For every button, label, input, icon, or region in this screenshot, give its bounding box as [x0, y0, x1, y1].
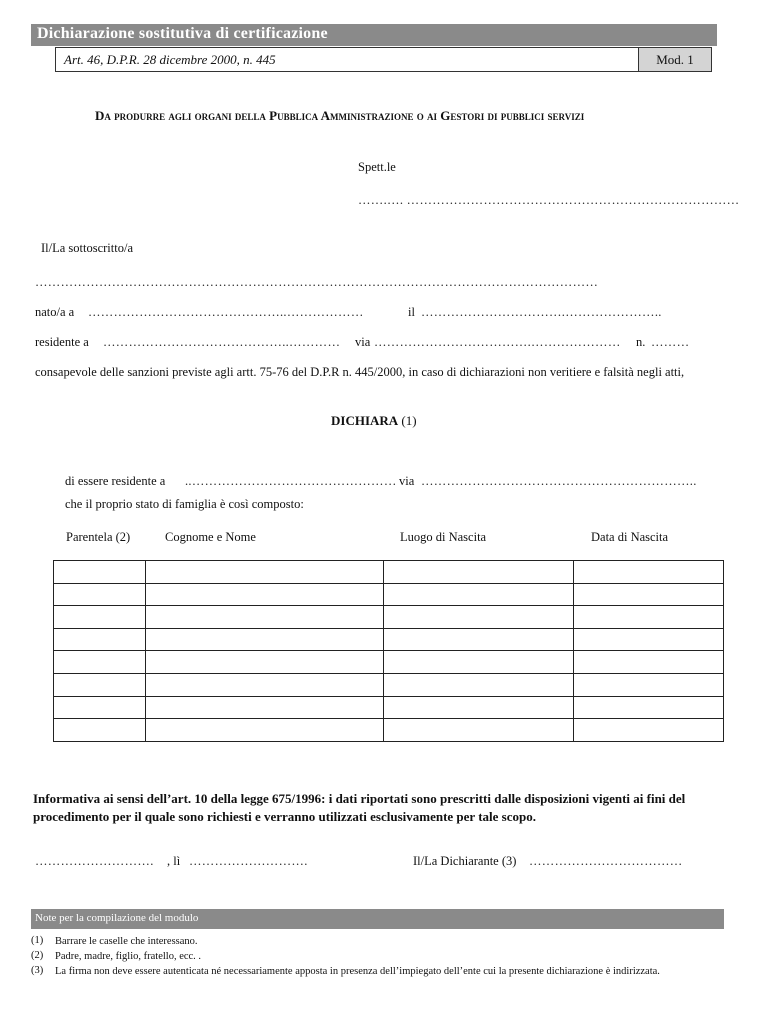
- birthdate-cell[interactable]: [574, 561, 724, 584]
- full-name-cell[interactable]: [145, 606, 383, 629]
- street-field[interactable]: ……………………………….…………………: [374, 335, 621, 349]
- number-label: n.: [636, 335, 646, 349]
- table-row: [54, 583, 724, 606]
- birthdate-field[interactable]: …………………………….…………………..: [421, 305, 662, 319]
- recipient-label: Spett.le: [358, 160, 396, 174]
- birthdate-cell[interactable]: [574, 651, 724, 674]
- title-bar: [31, 24, 717, 46]
- full-name-cell[interactable]: [145, 628, 383, 651]
- privacy-notice: Informativa ai sensi dell’art. 10 della legge 675/1996: i dati riportati sono prescritti dalle disposizioni vigenti ai fini del procedimento per il quale sono richiesti e verranno utilizzati esclusivamente per tale scopo.: [33, 791, 686, 824]
- date-field[interactable]: ……………………….: [189, 854, 308, 868]
- family-intro-text: che il proprio stato di famiglia è così composto:: [65, 497, 304, 511]
- family-table: [53, 560, 724, 742]
- birthplace-cell[interactable]: [383, 628, 574, 651]
- table-row: [54, 561, 724, 584]
- birthplace-cell[interactable]: [383, 651, 574, 674]
- birthplace-cell[interactable]: [383, 561, 574, 584]
- residence-field[interactable]: ……………………………………..…………: [103, 335, 341, 349]
- kinship-cell[interactable]: [54, 696, 146, 719]
- awareness-text: consapevole delle sanzioni previste agli artt. 75-76 del D.P.R n. 445/2000, in caso di dichiarazioni non veritiere e falsità negli atti,: [35, 365, 685, 379]
- declares-note-ref: (1): [401, 413, 417, 428]
- declarant-name-field[interactable]: ……………………………………………………………………………………………………………………: [35, 275, 599, 289]
- note-text: Barrare le caselle che interessano.: [55, 936, 198, 947]
- birthplace-cell[interactable]: [383, 606, 574, 629]
- date-prefix-label: , lì: [167, 854, 181, 868]
- full-name-cell[interactable]: [145, 696, 383, 719]
- birthdate-cell[interactable]: [574, 583, 724, 606]
- birthplace-cell[interactable]: [383, 719, 574, 742]
- declares-heading: [331, 413, 417, 429]
- notes-title: Note per la compilazione del modulo: [35, 912, 199, 924]
- resident-street-label: via: [399, 474, 415, 488]
- note-number: (3): [31, 965, 44, 976]
- kinship-cell[interactable]: [54, 719, 146, 742]
- resident-statement-label: di essere residente a: [65, 474, 166, 488]
- note-text: Padre, madre, figlio, fratello, ecc. .: [55, 951, 202, 962]
- residence-label: residente a: [35, 335, 89, 349]
- full-name-cell[interactable]: [145, 719, 383, 742]
- resident-street-field[interactable]: ………………………………………………………..: [421, 474, 697, 488]
- kinship-cell[interactable]: [54, 651, 146, 674]
- kinship-cell[interactable]: [54, 628, 146, 651]
- kinship-cell[interactable]: [54, 583, 146, 606]
- table-row: [54, 628, 724, 651]
- notes-bar: [31, 909, 724, 929]
- birthplace-cell[interactable]: [383, 696, 574, 719]
- header-birthdate: Data di Nascita: [591, 530, 669, 544]
- table-row: [54, 673, 724, 696]
- module-label: Mod. 1: [638, 48, 711, 71]
- document-title: Dichiarazione sostitutiva di certificazione: [37, 25, 328, 42]
- declares-title: DICHIARA: [331, 413, 399, 428]
- full-name-cell[interactable]: [145, 583, 383, 606]
- birthdate-cell[interactable]: [574, 696, 724, 719]
- legal-reference: Art. 46, D.P.R. 28 dicembre 2000, n. 445: [64, 52, 276, 67]
- kinship-cell[interactable]: [54, 673, 146, 696]
- full-name-cell[interactable]: [145, 673, 383, 696]
- birthdate-cell[interactable]: [574, 628, 724, 651]
- header-birthplace: Luogo di Nascita: [400, 530, 487, 544]
- signature-field[interactable]: ………………………………: [529, 854, 683, 868]
- recipient-field[interactable]: …….…. ……………………………………………………………………: [358, 193, 740, 207]
- birthdate-cell[interactable]: [574, 719, 724, 742]
- table-row: [54, 719, 724, 742]
- birthdate-cell[interactable]: [574, 606, 724, 629]
- intro-heading: Da produrre agli organi della Pubblica Amministrazione o ai Gestori di pubblici servizi: [95, 108, 585, 123]
- full-name-cell[interactable]: [145, 651, 383, 674]
- note-text: La firma non deve essere autenticata né necessariamente apposta in presenza dell’impiegato dell’ente cui la presente dichiarazione è indirizzata.: [55, 966, 660, 977]
- kinship-cell[interactable]: [54, 606, 146, 629]
- resident-statement-field[interactable]: ..…………………………………………: [185, 474, 397, 488]
- table-row: [54, 651, 724, 674]
- declarant-signature-label: Il/La Dichiarante (3): [413, 854, 517, 868]
- table-row: [54, 696, 724, 719]
- table-row: [54, 606, 724, 629]
- birthdate-label: il: [408, 305, 415, 319]
- place-field[interactable]: ……………………….: [35, 854, 154, 868]
- birthdate-cell[interactable]: [574, 673, 724, 696]
- legal-reference-box: [55, 47, 712, 72]
- kinship-cell[interactable]: [54, 561, 146, 584]
- full-name-cell[interactable]: [145, 561, 383, 584]
- note-number: (2): [31, 950, 44, 961]
- street-number-field[interactable]: ………: [651, 335, 690, 349]
- declarant-label: Il/La sottoscritto/a: [41, 241, 133, 255]
- note-number: (1): [31, 935, 44, 946]
- header-full-name: Cognome e Nome: [165, 530, 256, 544]
- street-label: via: [355, 335, 371, 349]
- birthplace-cell[interactable]: [383, 673, 574, 696]
- birthplace-field[interactable]: ………………………………………..………………: [88, 305, 364, 319]
- header-kinship: Parentela (2): [66, 530, 131, 544]
- birthplace-cell[interactable]: [383, 583, 574, 606]
- born-label: nato/a a: [35, 305, 75, 319]
